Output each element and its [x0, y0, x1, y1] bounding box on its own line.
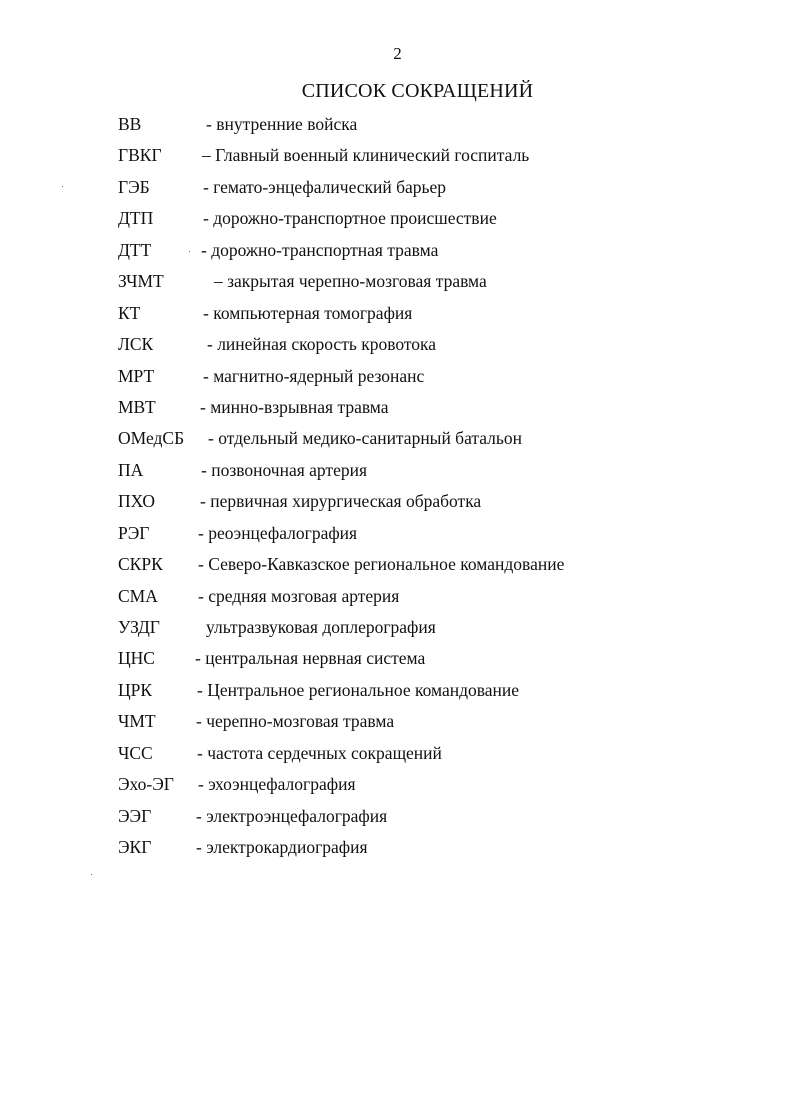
abbreviation: ЛСК: [118, 334, 154, 355]
abbreviation-definition: - гемато-энцефалический барьер: [203, 176, 447, 197]
abbreviation: ПХО: [118, 491, 156, 512]
abbreviation: ОМедСБ: [118, 428, 185, 449]
abbreviation: ДТТ: [118, 239, 152, 260]
abbreviation-definition: - первичная хирургическая обработка: [200, 491, 482, 512]
abbreviation: ЦРК: [118, 679, 153, 700]
abbreviation: МВТ: [118, 396, 156, 417]
abbreviation: ДТП: [118, 208, 154, 229]
abbreviation: ЦНС: [118, 648, 155, 669]
abbreviation-definition: - магнитно-ядерный резонанс: [203, 365, 425, 386]
abbreviation-definition: - минно-взрывная травма: [200, 396, 389, 417]
abbreviation-definition: - позвоночная артерия: [201, 459, 368, 480]
abbreviation-definition: - частота сердечных сокращений: [197, 742, 442, 763]
abbreviation-definition: - реоэнцефалография: [198, 522, 358, 543]
abbreviation: СКРК: [118, 554, 163, 575]
abbreviation-definition: - черепно-мозговая травма: [196, 711, 395, 732]
abbreviation: Эхо-ЭГ: [118, 774, 174, 795]
abbreviation-definition: - средняя мозговая артерия: [198, 585, 400, 606]
abbreviation-definition: - компьютерная томография: [203, 302, 413, 323]
abbreviation: СМА: [118, 585, 158, 606]
abbreviation-definition: - Северо-Кавказское региональное командование: [198, 554, 565, 575]
abbreviation-definition: - электрокардиография: [196, 837, 368, 858]
abbreviation: ПА: [118, 459, 144, 480]
abbreviation: ГЭБ: [118, 176, 150, 197]
abbreviation-definition: - Центральное региональное командование: [197, 679, 520, 700]
abbreviation-definition: ультразвуковая доплерография: [206, 617, 436, 637]
abbreviation-definition: - линейная скорость кровотока: [207, 334, 437, 355]
abbreviation: ВВ: [118, 114, 142, 134]
abbreviation-definition: - электроэнцефалография: [196, 805, 388, 826]
abbreviation-definition: – Главный военный клинический госпиталь: [202, 145, 530, 166]
abbreviation-definition: - центральная нервная система: [195, 648, 426, 669]
page-title: СПИСОК СОКРАЩЕНИЙ: [301, 80, 534, 102]
page-number: 2: [393, 44, 402, 63]
abbreviation: ЭКГ: [118, 837, 152, 858]
abbreviation: МРТ: [118, 365, 155, 386]
abbreviation: РЭГ: [118, 522, 150, 543]
abbreviation-definition: - внутренние войска: [206, 114, 358, 134]
abbreviation-definition: - дорожно-транспортная травма: [201, 239, 439, 260]
scan-speck: [189, 251, 190, 252]
abbreviation: ГВКГ: [118, 145, 162, 166]
scan-speck: [62, 186, 63, 187]
abbreviation-definition: - отдельный медико-санитарный батальон: [208, 428, 523, 449]
abbreviation: ЗЧМТ: [118, 271, 164, 292]
abbreviation: УЗДГ: [118, 617, 160, 637]
abbreviation-definition: – закрытая черепно-мозговая травма: [214, 271, 487, 292]
abbreviation: ЭЭГ: [118, 805, 152, 826]
scan-speck: [91, 874, 92, 875]
abbreviation-definition: - эхоэнцефалография: [198, 774, 356, 795]
abbreviation: КТ: [118, 302, 141, 323]
abbreviation: ЧМТ: [118, 711, 156, 732]
abbreviation: ЧСС: [118, 742, 153, 763]
abbreviation-definition: - дорожно-транспортное происшествие: [203, 208, 497, 229]
